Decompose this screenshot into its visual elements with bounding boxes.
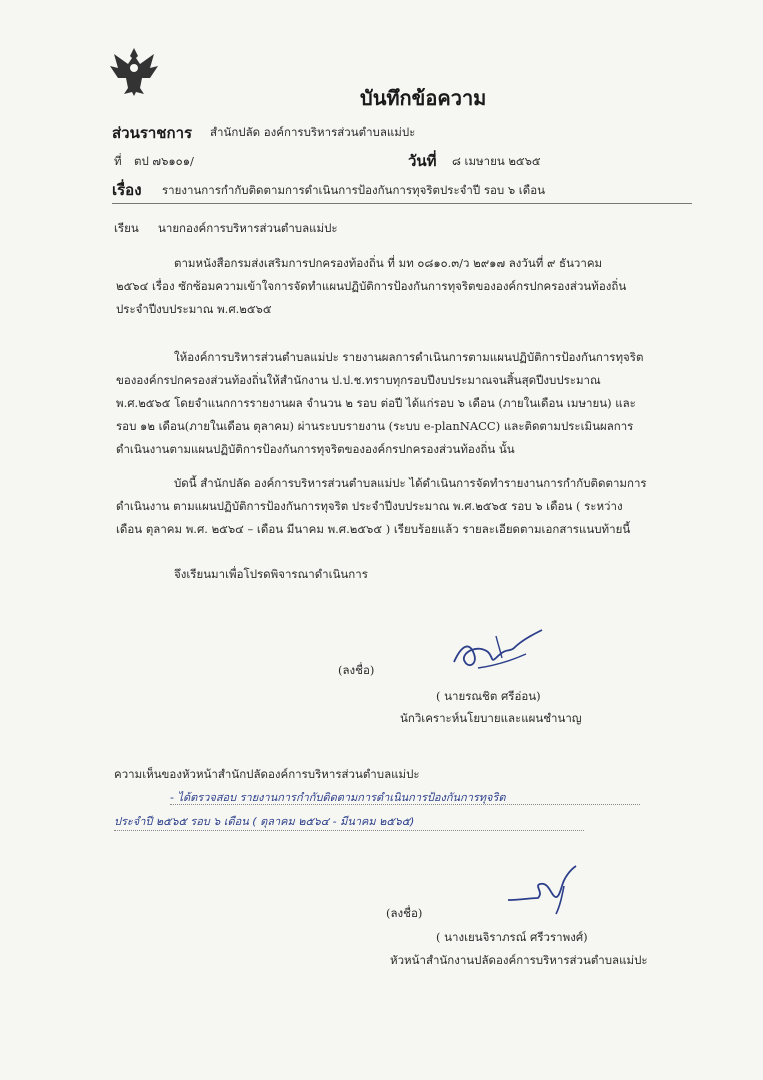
paragraph-line: ประจำปีงบประมาณ พ.ศ.๒๕๖๕ [116, 302, 272, 316]
handwritten-comment-line-2: ประจำปี ๒๕๖๕ รอบ ๖ เดือน ( ตุลาคม ๒๕๖๔ - มีนาคม ๒๕๖๕) [114, 815, 415, 828]
body-paragraph-3 [116, 472, 696, 541]
signature-1-image [448, 624, 548, 680]
comment-label: ความเห็นของหัวหน้าสำนักปลัดองค์การบริหารส่วนตำบลแม่ปะ [114, 767, 420, 781]
memo-title: บันทึกข้อความ [360, 86, 487, 110]
paragraph-line: ตามหนังสือกรมส่งเสริมการปกครองท้องถิ่น ที่ มท ๐๘๑๐.๓/ว ๒๙๑๗ ลงวันที่ ๙ ธันวาคม [174, 256, 603, 270]
garuda-emblem-icon [108, 44, 160, 98]
subject-value: รายงานการกำกับติดตามการดำเนินการป้องกันการทุจริตประจำปี รอบ ๖ เดือน [162, 183, 545, 197]
paragraph-line: พ.ศ.๒๕๖๕ โดยจำแนกการรายงานผล จำนวน ๒ รอบ ต่อปี ได้แก่รอบ ๖ เดือน (ภายในเดือน เมษายน) และ [116, 396, 636, 410]
salutation-value: นายกองค์การบริหารส่วนตำบลแม่ปะ [158, 221, 338, 235]
paragraph-line: ดำเนินงาน ตามแผนปฏิบัติการป้องกันการทุจริต ประจำปีงบประมาณ พ.ศ.๒๕๖๕ รอบ ๖ เดือน ( ระหว่าง [116, 499, 623, 513]
ref-value: ตป ๗๖๑๐๑/ [134, 154, 194, 168]
signature-2-image [504, 862, 584, 918]
date-label: วันที่ [408, 152, 437, 170]
signature-2-label: (ลงชื่อ) [386, 906, 423, 920]
agency-label: ส่วนราชการ [112, 124, 193, 142]
comment-dotted-line-2 [114, 830, 584, 831]
signature-2-position: หัวหน้าสำนักงานปลัดองค์การบริหารส่วนตำบลแม่ปะ [390, 953, 648, 967]
comment-dotted-line-1 [170, 804, 640, 805]
salutation-label: เรียน [114, 221, 139, 235]
paragraph-line: รอบ ๑๒ เดือน(ภายในเดือน ตุลาคม) ผ่านระบบรายงาน (ระบบ e-planNACC) และติดตามประเมินผลการ [116, 419, 634, 433]
body-paragraph-1 [116, 252, 696, 321]
paragraph-line: ดำเนินงานตามแผนปฏิบัติการป้องกันการทุจริตขององค์กรปกครองส่วนท้องถิ่น นั้น [116, 442, 515, 456]
paragraph-line: บัดนี้ สำนักปลัด องค์การบริหารส่วนตำบลแม่ปะ ได้ดำเนินการจัดทำรายงานการกำกับติดตามการ [174, 476, 647, 490]
closing-line: จึงเรียนมาเพื่อโปรดพิจารณาดำเนินการ [174, 567, 368, 581]
signature-1-label: (ลงชื่อ) [338, 663, 375, 677]
paragraph-line: ให้องค์การบริหารส่วนตำบลแม่ปะ รายงานผลการดำเนินการตามแผนปฏิบัติการป้องกันการทุจริต [174, 350, 644, 364]
paragraph-line: ขององค์กรปกครองส่วนท้องถิ่นให้สำนักงาน ป.ป.ช.ทราบทุกรอบปีงบประมาณจนสิ้นสุดปีงบประมาณ [116, 373, 601, 387]
body-paragraph-2 [116, 346, 696, 461]
signature-1-position: นักวิเคราะห์นโยบายและแผนชำนาญ [400, 711, 582, 725]
ref-label: ที่ [114, 154, 122, 168]
signature-1-name: ( นายรณชิต ศรีอ่อน) [436, 689, 541, 703]
paragraph-line: เดือน ตุลาคม พ.ศ. ๒๕๖๔ – เดือน มีนาคม พ.ศ.๒๕๖๕ ) เรียบร้อยแล้ว รายละเอียดตามเอกสารแนบท้ายนี้ [116, 522, 631, 536]
handwritten-comment-line-1: - ได้ตรวจสอบ รายงานการกำกับติดตามการดำเนินการป้องกันการทุจริต [170, 791, 506, 804]
paragraph-line: ๒๕๖๔ เรื่อง ซักซ้อมความเข้าใจการจัดทำแผนปฏิบัติการป้องกันการทุจริตขององค์กรปกครองส่วนท้องถิ่น [116, 279, 627, 293]
agency-value: สำนักปลัด องค์การบริหารส่วนตำบลแม่ปะ [210, 125, 416, 139]
header-divider [112, 203, 692, 204]
signature-2-name: ( นางเยนจิราภรณ์ ศรีวราพงศ์) [436, 930, 588, 944]
date-value: ๘ เมษายน ๒๕๖๕ [452, 154, 541, 168]
subject-label: เรื่อง [112, 181, 142, 199]
